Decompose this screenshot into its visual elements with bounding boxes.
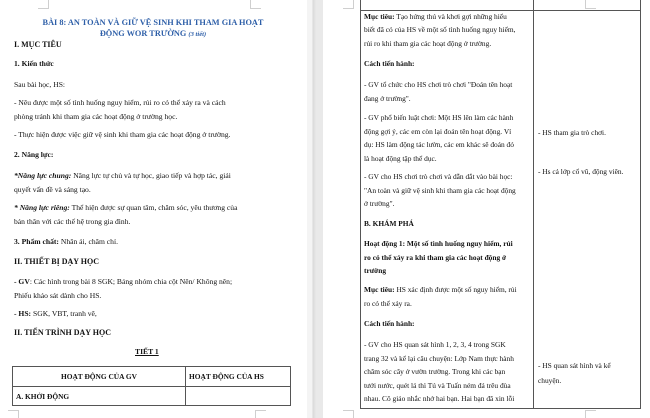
label-teacher: - GV [14,277,30,286]
label-student: - HS: [14,309,32,318]
subheading-knowledge: 1. Kiến thức [14,59,54,68]
label-objective: Mục tiêu: [364,285,395,294]
paragraph: Phiếu khảo sát dành cho HS. [14,291,102,300]
page-gutter [307,0,323,418]
bullet-line: - Nêu được một số tình huống nguy hiểm, rủi ro có thể xảy ra và cách [14,98,226,107]
crop-mark [38,0,49,9]
text-line: chuyện. [538,376,562,385]
crop-mark [343,0,354,9]
period-heading: TIẾT 1 [135,347,159,356]
table-cell [186,387,291,406]
text-line: tưới nước, quét lá thì Tú và Tuấn ném đá trêu đùa [364,381,511,390]
label-specific-competence: * Năng lực riêng: [14,203,70,212]
table-cell: A. KHỞI ĐỘNG [13,387,186,406]
text-line: ở trường". [364,199,395,208]
text: Nhân ái, chăm chỉ. [58,237,118,246]
paragraph [14,203,237,213]
table-row [13,387,291,406]
text-line: chăm sóc cây ở vườn trường. Trong khi các bạn [364,367,506,376]
title-line-2 [18,28,288,40]
paragraph: quyết vấn đề và sáng tạo. [14,185,91,194]
text-line [364,10,507,23]
label-procedure: Cách tiến hành: [364,319,415,328]
table-header-row [13,367,291,387]
text-line: động gợi ý, các em còn lại đoán tên hoạt động. Ví [364,127,512,136]
text-line: ro có thể xảy ra. [364,299,412,308]
paragraph: bản thân với các thế hệ trong gia đình. [14,217,131,226]
text-line: nhau. Cô giáo nhắc nhở hai bạn. Hai bạn đã xin lỗi [364,394,515,403]
activity-heading: trường [364,266,387,275]
crop-mark [343,410,354,418]
label-procedure: Cách tiến hành: [364,59,415,68]
text: SGK, VBT, tranh vẽ, [31,309,97,318]
paragraph [14,171,231,181]
document-page-right [323,0,650,418]
activity-heading: ro có thể xảy ra khi tham gia các hoạt động ở [364,253,507,262]
title-line-2-text: ĐỘNG WOR TRƯỜNG [99,29,187,38]
document-page-left [0,0,307,418]
text-line: - Hs cả lớp cổ vũ, động viên. [538,167,624,176]
text-line [364,283,517,296]
text-line: - HS quan sát hình và kể [538,361,611,370]
text-line: biết đã có của HS về một số tình huống nguy hiểm, [364,25,516,34]
section-heading-process: II. TIẾN TRÌNH DẠY HỌC [14,328,111,337]
label-general-competence: *Năng lực chung: [14,171,72,180]
text-line: - GV tổ chức cho HS chơi trò chơi "Đoán tên hoạt [364,80,513,89]
paragraph [14,237,118,247]
text: : Các hình trong bài 8 SGK; Bảng nhóm chia cột Nên/ Không nên; [29,277,233,286]
table-header: HOẠT ĐỘNG CỦA HS [186,367,291,387]
crop-mark [255,410,266,418]
paragraph [14,309,97,319]
text: Năng lực tự chủ và tự học, giao tiếp và hợp tác, giải [71,171,231,180]
activity-table [12,366,291,406]
text: Thể hiện được sự quan tâm, chăm sóc, yêu thương của [69,203,238,212]
lesson-title [18,17,288,40]
text-line: - GV phổ biến luật chơi: Một HS lên làm các hành [364,113,514,122]
text-line: - GV cho HS quan sát hình 1, 2, 3, 4 trong SGK [364,340,506,349]
label-objective: Mục tiêu: [364,12,395,21]
text-line: là hoạt động tập thể dục. [364,154,437,163]
title-suffix: (3 tiết) [188,31,207,38]
text-line: trang 32 và kể lại câu chuyện: Lớp Nam thực hành [364,354,514,363]
text: HS xác định được một số nguy hiểm, rủi [394,285,517,294]
text-line: - HS tham gia trò chơi. [538,128,606,137]
text: Tạo hứng thú và khơi gợi những hiểu [394,12,507,21]
column-divider [533,0,534,408]
label-qualities: 3. Phẩm chất: [14,237,59,246]
title-line-1: BÀI 8: AN TOÀN VÀ GIỮ VỆ SINH KHI THAM GIA HOẠT [42,18,264,27]
text-line: đang ở trường". [364,94,411,103]
bullet-line: - Thực hiện được việc giữ vệ sinh khi tham gia các hoạt động ở trường. [14,130,231,139]
section-heading-objectives: I. MỤC TIÊU [14,40,62,49]
subheading-competence: 2. Năng lực: [14,150,54,159]
activity-table-continued [360,0,641,409]
paragraph: Sau bài học, HS: [14,80,66,89]
activity-heading: Hoạt động 1: Một số tình huống nguy hiểm, rủi [364,239,513,248]
text-line: "An toàn và giữ vệ sinh khi tham gia các hoạt động [364,186,516,195]
bullet-line: phòng tránh khi tham gia các hoạt động ở trường học. [14,112,178,121]
crop-mark [585,410,596,418]
text-line: rủi ro khi tham gia các hoạt động ở trường. [364,39,492,48]
section-heading-equipment: II. THIẾT BỊ DẠY HỌC [14,257,99,266]
text-line: dụ: HS làm động tác lườn, các em khác sẽ đoán đó [364,140,514,149]
section-heading-explore: B. KHÁM PHÁ [364,219,414,228]
text-line: - GV cho HS chơi trò chơi và dẫn dắt vào bài học: [364,172,513,181]
paragraph [14,277,232,287]
crop-mark [250,0,261,9]
table-header: HOẠT ĐỘNG CỦA GV [13,367,186,387]
crop-mark [8,410,19,418]
